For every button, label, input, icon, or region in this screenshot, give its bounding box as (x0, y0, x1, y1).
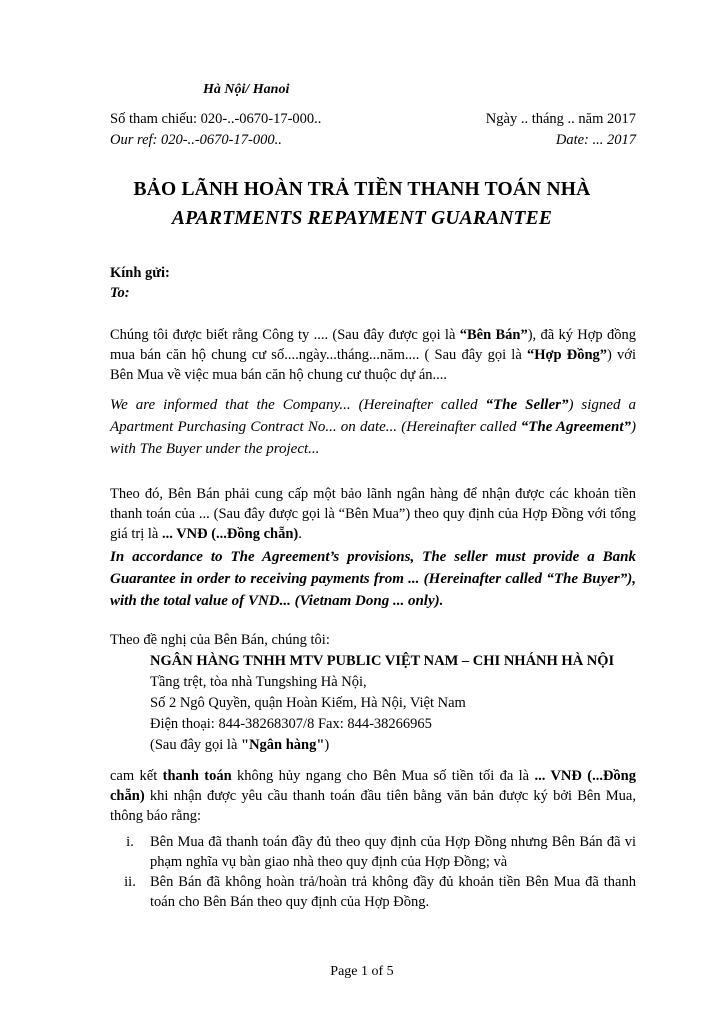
bank-address-street: Số 2 Ngô Quyền, quận Hoàn Kiếm, Hà Nội, Việt Nam (150, 695, 466, 711)
list-item-number: i. (126, 834, 134, 850)
accordance-vi-text-b: . (298, 526, 302, 542)
page-number: Page 1 of 5 (330, 964, 394, 979)
list-item-text: Bên Mua đã thanh toán đầy đủ theo quy định của Hợp Đồng nhưng Bên Bán đã vi phạm nghĩa vụ bàn giao nhà theo quy định của Hợp Đồng; và (150, 834, 636, 870)
intro-paragraph-vi (110, 325, 636, 385)
reference-row-vi (110, 109, 636, 129)
bank-name: NGÂN HÀNG TNHH MTV PUBLIC VIỆT NAM – CHI NHÁNH HÀ NỘI (150, 653, 615, 669)
intro-paragraph-en (110, 394, 636, 460)
intro-en-text-a: We are informed that the Company... (Hereinafter called (110, 397, 486, 413)
bank-block (150, 651, 614, 756)
accordance-en-amount: VND... (Vietnam Dong ... only) (247, 593, 440, 609)
document-title-en: APARTMENTS REPAYMENT GUARANTEE (171, 208, 553, 229)
date-vi: Ngày .. tháng .. năm 2017 (485, 111, 636, 127)
list-item-number: ii. (124, 874, 136, 890)
intro-vi-seller: “Bên Bán” (459, 327, 528, 343)
commit-text-c: không hủy ngang cho Bên Mua số tiền tối đa là (231, 768, 535, 784)
document-title-vi: BẢO LÃNH HOÀN TRẢ TIỀN THANH TOÁN NHÀ (133, 179, 591, 200)
accordance-en-text-b: . (439, 593, 444, 609)
intro-en-text-b: ) signed a Apartment Purchasing Contract No... on date... (Hereinafter called (110, 397, 636, 435)
addressee-block (110, 263, 170, 303)
addressee-en: To: (110, 285, 130, 301)
list-item (110, 872, 636, 912)
list-item (110, 832, 636, 872)
intro-vi-text-b: ), đã ký Hợp đồng mua bán căn hộ chung cư số....ngày...tháng...năm.... ( Sau đây gọi là (110, 327, 636, 363)
intro-en-agreement: “The Agreement” (520, 419, 631, 435)
accordance-paragraph-en (110, 546, 636, 612)
bank-address-floor: Tầng trệt, tòa nhà Tungshing Hà Nội, (150, 674, 367, 690)
addressee-vi: Kính gửi: (110, 265, 170, 281)
conditions-list (110, 832, 636, 912)
commitment-paragraph (110, 766, 636, 826)
list-item-text: Bên Bán đã không hoàn trả/hoàn trả không đầy đủ khoản tiền Bên Mua đã thanh toán cho Bên Bán theo quy định của Hợp Đồng. (150, 874, 636, 910)
commit-amount: ... VNĐ (...Đồng chẵn) (110, 768, 636, 804)
intro-vi-agreement: “Hợp Đồng” (526, 347, 608, 363)
accordance-paragraph-vi (110, 484, 636, 544)
reference-vi: Số tham chiếu: 020-..-0670-17-000.. (110, 111, 322, 127)
request-line: Theo đề nghị của Bên Bán, chúng tôi: (110, 632, 330, 648)
commit-text-a: cam kết (110, 768, 163, 784)
accordance-en-text-a: In accordance to The Agreement’s provisions, The seller must provide a Bank Guarantee in order to receiving payments from ... (Hereinafter called “The Buyer”), with the total value of (110, 549, 636, 609)
intro-en-seller: “The Seller” (485, 397, 569, 413)
city-line: Hà Nội/ Hanoi (203, 82, 290, 97)
bank-alias (150, 735, 614, 756)
accordance-vi-amount: ... VNĐ (...Đồng chẵn) (161, 526, 299, 542)
intro-vi-text-c: ) với Bên Mua về việc mua bán căn hộ chung cư thuộc dự án.... (110, 347, 636, 383)
reference-en: Our ref: 020-..-0670-17-000.. (110, 132, 282, 148)
bank-phone: Điện thoại: 844-38268307/8 Fax: 844-38266965 (150, 716, 432, 732)
intro-vi-text-a: Chúng tôi được biết rằng Công ty .... (Sau đây được gọi là (110, 327, 460, 343)
commit-text-b: thanh toán (162, 768, 232, 784)
bank-alias-a: (Sau đây gọi là (150, 737, 242, 753)
commit-text-d: khi nhận được yêu cầu thanh toán đầu tiên bằng văn bản được ký bởi Bên Mua, thông báo rằng: (110, 788, 636, 824)
intro-en-text-c: ) with The Buyer under the project... (110, 419, 636, 457)
bank-alias-c: ) (324, 737, 330, 753)
accordance-vi-text-a: Theo đó, Bên Bán phải cung cấp một bảo lãnh ngân hàng để nhận được các khoản tiền thanh toán của ... (Sau đây được gọi là “Bên Mua”) theo quy định của Hợp Đồng với tổng giá trị là (110, 486, 636, 542)
date-en: Date: ... 2017 (555, 132, 636, 148)
reference-row-en (110, 130, 636, 150)
bank-alias-b: "Ngân hàng" (241, 737, 325, 753)
